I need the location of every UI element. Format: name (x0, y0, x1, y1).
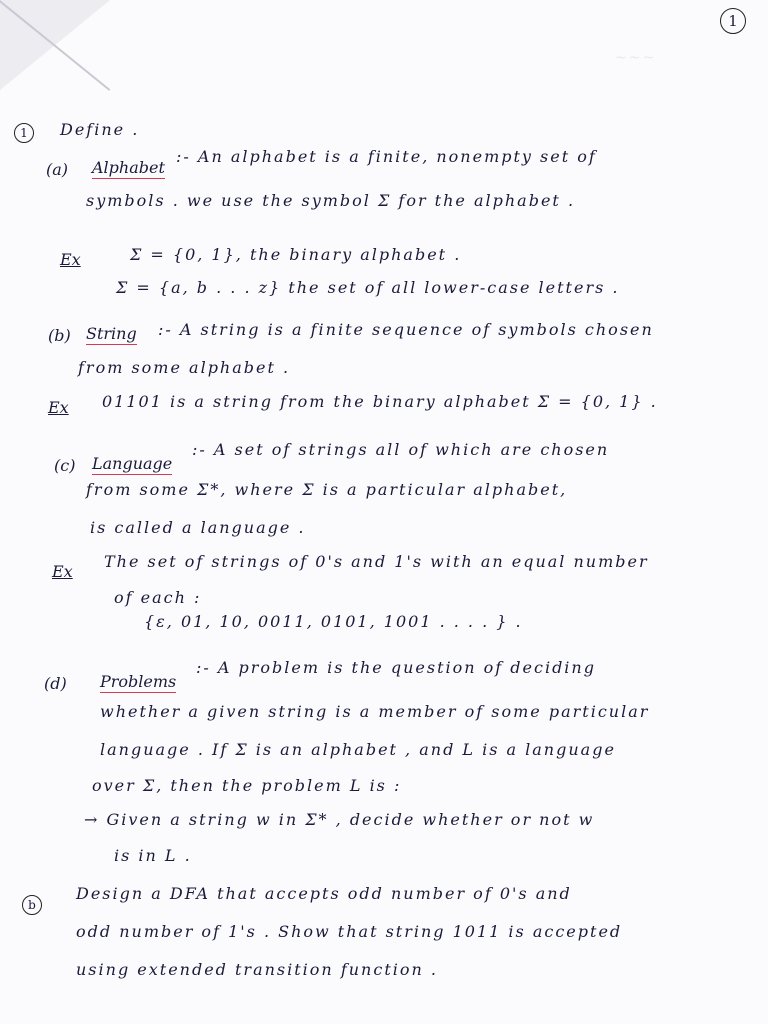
string-definition-line-1: :- A string is a finite sequence of symbols chosen (158, 320, 654, 339)
language-definition-line-1: :- A set of strings all of which are chosen (192, 440, 610, 459)
dfa-question-line-2: odd number of 1's . Show that string 1011 is accepted (76, 922, 623, 941)
part-a-marker: (a) (46, 160, 69, 179)
problem-definition-line-3: language . If Σ is an alphabet , and L is a language (100, 740, 616, 759)
question-b-marker: b (22, 894, 42, 915)
problem-definition-line-1: :- A problem is the question of deciding (196, 658, 596, 677)
term-string: String (86, 324, 137, 343)
page-number: 1 (720, 8, 746, 34)
language-example-line-1: The set of strings of 0's and 1's with an equal number (104, 552, 649, 571)
problem-definition-line-4: over Σ, then the problem L is : (92, 776, 402, 795)
problem-definition-line-5: → Given a string w in Σ* , decide whether or not w (84, 810, 595, 829)
bleed-through-text: ~~~ (615, 50, 657, 66)
string-example: 01101 is a string from the binary alphabet Σ = {0, 1} . (102, 392, 658, 411)
dfa-question-line-1: Design a DFA that accepts odd number of 0's and (76, 884, 572, 903)
term-alphabet: Alphabet (92, 158, 165, 177)
alphabet-definition-line-1: :- An alphabet is a finite, nonempty set of (176, 147, 597, 166)
problem-definition-line-2: whether a given string is a member of some particular (100, 702, 650, 721)
question-1-heading: Define . (60, 120, 140, 139)
string-definition-line-2: from some alphabet . (78, 358, 291, 377)
question-1-marker: 1 (14, 122, 34, 143)
alphabet-example-2: Σ = {a, b . . . z} the set of all lower-case letters . (116, 278, 620, 297)
language-definition-line-3: is called a language . (90, 518, 306, 537)
alphabet-definition-line-2: symbols . we use the symbol Σ for the alphabet . (86, 191, 576, 210)
language-ex-label: Ex (52, 562, 73, 581)
string-ex-label: Ex (48, 398, 69, 417)
part-d-marker: (d) (44, 674, 67, 693)
language-example-line-2: of each : (114, 588, 202, 607)
language-example-set: {ε, 01, 10, 0011, 0101, 1001 . . . . } . (144, 612, 523, 631)
problem-definition-line-6: is in L . (114, 846, 192, 865)
term-language: Language (92, 454, 173, 473)
term-problems: Problems (100, 672, 177, 691)
alphabet-ex-label: Ex (60, 250, 81, 269)
part-c-marker: (c) (54, 456, 76, 475)
language-definition-line-2: from some Σ*, where Σ is a particular alphabet, (86, 480, 568, 499)
dfa-question-line-3: using extended transition function . (76, 960, 438, 979)
alphabet-example-1: Σ = {0, 1}, the binary alphabet . (130, 245, 462, 264)
part-b-marker: (b) (48, 326, 71, 345)
